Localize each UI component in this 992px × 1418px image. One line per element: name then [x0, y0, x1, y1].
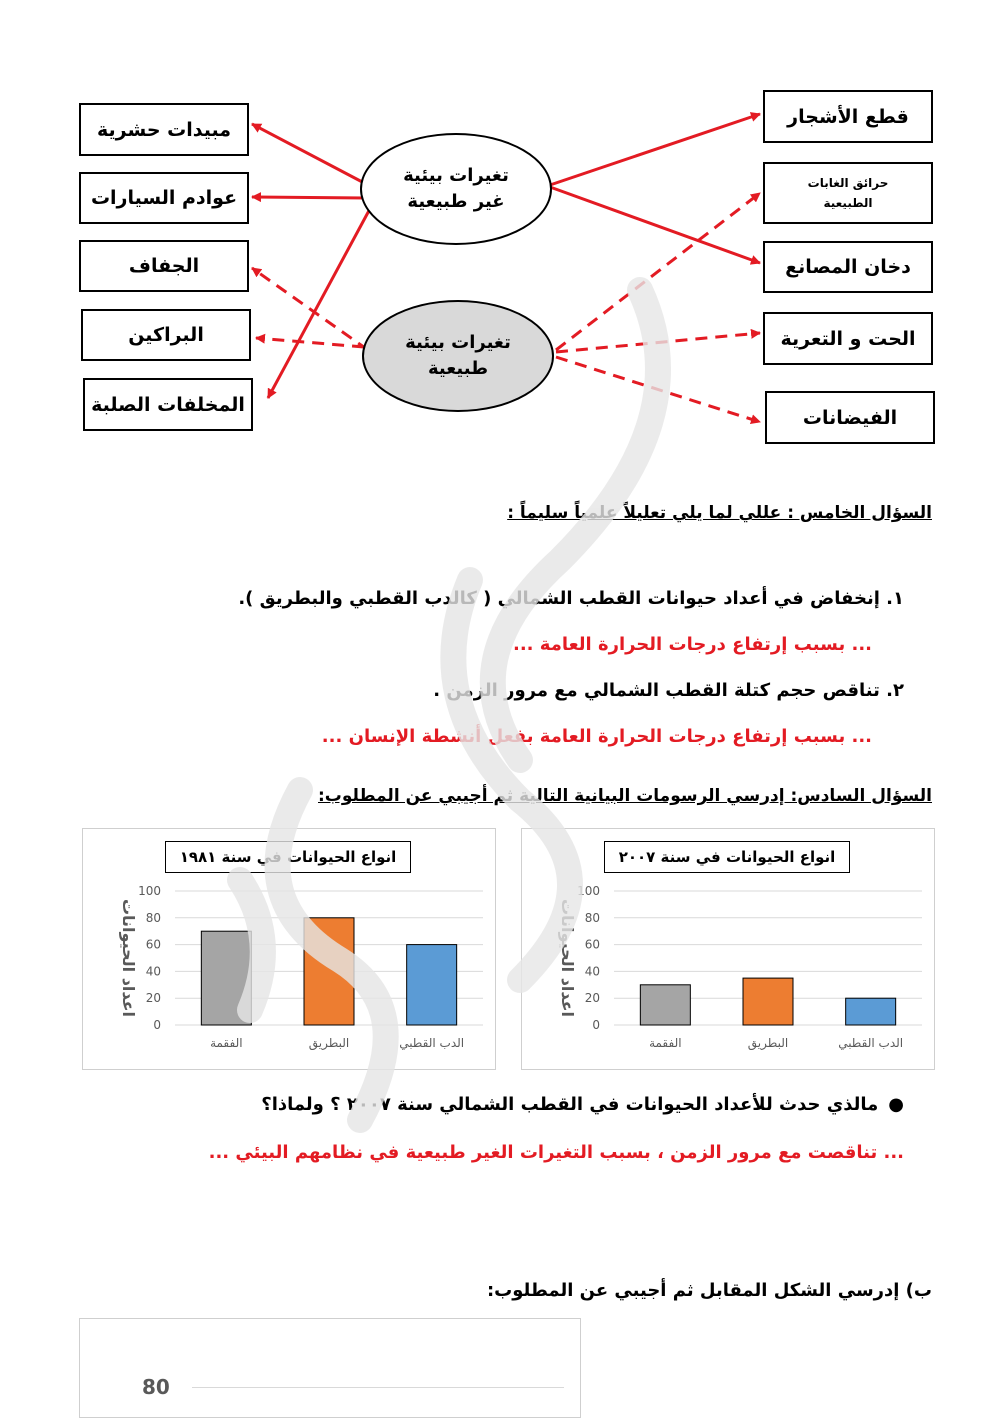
- bullet-question-text: مالذي حدث للأعداد الحيوانات في القطب الشمالي سنة ٢٠٠٧ ؟ ولماذا؟: [261, 1094, 879, 1115]
- bottom-chart-gridline: [192, 1387, 564, 1388]
- box-solid-waste: [83, 378, 253, 431]
- x-tick-label: الفقمة: [649, 1036, 682, 1050]
- q5-title: السؤال الخامس : عللي لما يلي تعليلاً علمياً سليماً :: [507, 503, 932, 523]
- y-tick-label: 40: [145, 964, 161, 979]
- y-tick-label: 20: [145, 991, 161, 1006]
- q6-bullet-answer: ... تناقصت مع مرور الزمن ، بسبب التغيرات الغير طبيعية في نظامهم البيئي ...: [208, 1142, 904, 1163]
- box-drought: [79, 240, 249, 292]
- arrow-to-volcanoes: [256, 338, 364, 347]
- x-tick-label: البطريق: [747, 1036, 789, 1050]
- bullet-dot: ●: [888, 1094, 904, 1115]
- y-tick-label: 100: [138, 884, 161, 898]
- box-label: قطع الأشجار: [787, 105, 909, 128]
- box-label: البراكين: [128, 324, 204, 346]
- box-label-line2: الطبيعية: [823, 196, 873, 210]
- ellipse-label-line2: غير طبيعية: [407, 191, 505, 212]
- chart-plot: [83, 829, 497, 1071]
- bottom-chart-ytick: 80: [142, 1375, 170, 1399]
- bar: [743, 978, 793, 1025]
- box-label: دخان المصانع: [785, 256, 911, 278]
- bottom-chart-card: [79, 1318, 581, 1418]
- box-forest-fires: [763, 162, 933, 224]
- x-tick-label: الدب القطبي: [399, 1036, 465, 1050]
- chart-plot: [522, 829, 936, 1071]
- bar: [407, 945, 457, 1025]
- box-pesticides: [79, 103, 249, 156]
- arrow-to-drought: [252, 268, 368, 350]
- q6-bullet-question: [261, 1094, 904, 1115]
- y-tick-label: 20: [584, 991, 600, 1006]
- box-floods: [765, 391, 935, 444]
- arrow-to-solid-waste: [268, 205, 372, 398]
- bar: [304, 918, 354, 1025]
- q5-answer-2: ... بسبب إرتفاع درجات الحرارة العامة بفعل أنشطة الإنسان ...: [321, 726, 872, 747]
- box-label: الحت و التعرية: [780, 327, 916, 350]
- y-tick-label: 80: [145, 910, 161, 925]
- box-label: المخلفات الصلبة: [91, 393, 245, 416]
- ellipse-label-line2: طبيعية: [427, 358, 489, 379]
- box-volcanoes: [81, 309, 251, 361]
- x-tick-label: البطريق: [308, 1036, 350, 1050]
- arrow-to-pesticides: [252, 124, 368, 185]
- bar: [846, 998, 896, 1025]
- q5-answer-1: ... بسبب إرتفاع درجات الحرارة العامة ...: [513, 634, 872, 655]
- ellipse-label-line1: تغيرات بيئية: [405, 332, 511, 353]
- ellipse-natural-changes: [362, 300, 554, 412]
- y-axis-label: اعداد الحيوانات: [558, 898, 577, 1018]
- ellipse-unnatural-changes: [360, 133, 552, 245]
- box-factory-smoke: [763, 241, 933, 293]
- y-tick-label: 60: [145, 937, 161, 952]
- chart-title: انواع الحيوانات في سنة ٢٠٠٧: [604, 841, 850, 873]
- box-label-line1: حرائق الغابات: [807, 176, 889, 190]
- part-b-title: ب) إدرسي الشكل المقابل ثم أجيبي عن المطلوب:: [486, 1280, 932, 1301]
- ellipse-label-line1: تغيرات بيئية: [403, 165, 509, 186]
- y-tick-label: 100: [577, 884, 600, 898]
- y-tick-label: 0: [592, 1018, 600, 1032]
- box-deforestation: [763, 90, 933, 143]
- chart-card-1981: [82, 828, 496, 1070]
- y-axis-label: اعداد الحيوانات: [119, 898, 138, 1018]
- x-tick-label: الفقمة: [210, 1036, 243, 1050]
- box-label: مبيدات حشرية: [97, 118, 231, 141]
- q5-item-2: ٢. تناقص حجم كتلة القطب الشمالي مع مرور الزمن .: [433, 680, 904, 701]
- box-erosion: [763, 312, 933, 365]
- x-tick-label: الدب القطبي: [838, 1036, 904, 1050]
- arrow-to-erosion: [556, 333, 760, 352]
- chart-title: انواع الحيوانات في سنة ١٩٨١: [165, 841, 411, 873]
- q5-item-1: ١. إنخفاض في أعداد حيوانات القطب الشمالي ( كالدب القطبي والبطريق ).: [238, 588, 904, 609]
- y-tick-label: 60: [584, 937, 600, 952]
- q6-title: السؤال السادس: إدرسي الرسومات البيانية التالية ثم أجيبي عن المطلوب:: [318, 786, 932, 806]
- y-tick-label: 0: [153, 1018, 161, 1032]
- y-tick-label: 40: [584, 964, 600, 979]
- box-label: الجفاف: [128, 255, 200, 277]
- arrow-to-forest-fires: [556, 193, 760, 350]
- chart-card-2007: [521, 828, 935, 1070]
- bar: [640, 985, 690, 1025]
- arrow-to-floods: [556, 357, 760, 422]
- box-label: الفيضانات: [802, 406, 898, 429]
- box-car-exhaust: [79, 172, 249, 224]
- bar: [201, 931, 251, 1025]
- arrow-to-deforestation: [550, 114, 760, 185]
- y-tick-label: 80: [584, 910, 600, 925]
- arrow-to-car-exhaust: [252, 197, 366, 198]
- box-label: عوادم السيارات: [90, 187, 238, 209]
- arrow-to-factory-smoke: [550, 187, 760, 263]
